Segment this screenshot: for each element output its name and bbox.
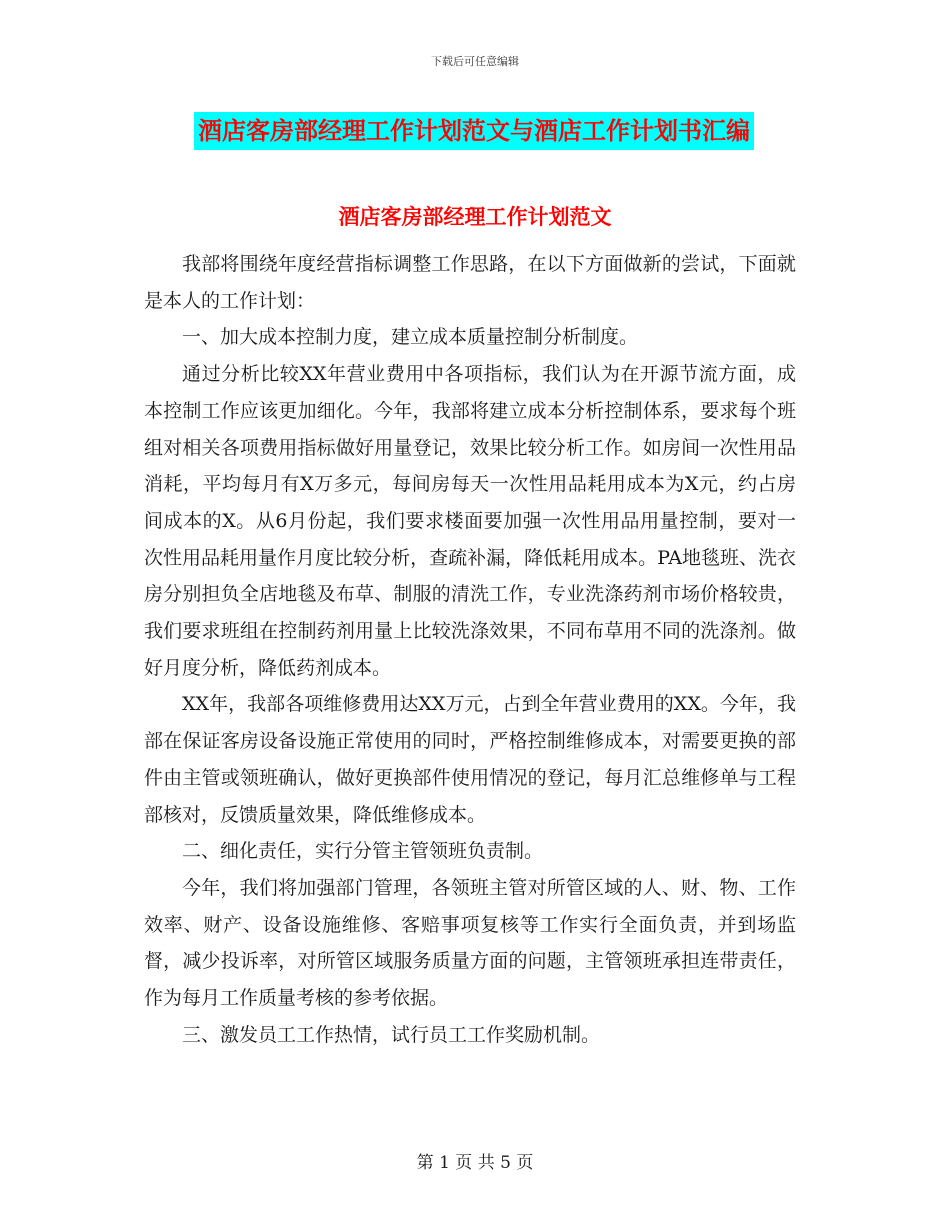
paragraph-maintenance: XX年，我部各项维修费用达XX万元，占到全年营业费用的XX。今年，我部在保证客房设备设施正常使用的同时，严格控制维修成本，对需要更换的部件由主管或领班确认，做好更换部件使用情况的登记，每月汇总维修单与工程部核对，反馈质量效果，降低维修成本。 bbox=[144, 693, 796, 826]
header-note: 下载后可任意编辑 bbox=[431, 55, 519, 68]
paragraph-responsibility: 今年，我们将加强部门管理，各领班主管对所管区域的人、财、物、工作效率、财产、设备设施维修、客赔事项复核等工作实行全面负责，并到场监督，减少投诉率，对所管区域服务质量方面的问题，主管领班承担连带责任，作为每月工作质量考核的参考依据。 bbox=[144, 876, 796, 1010]
paragraph-intro: 我部将围绕年度经营指标调整工作思路，在以下方面做新的尝试，下面就是本人的工作计划： bbox=[144, 253, 796, 312]
total-pages-number: 5 bbox=[500, 1153, 511, 1173]
current-page-number: 1 bbox=[439, 1153, 450, 1173]
page-label-suffix: 页 bbox=[516, 1153, 534, 1173]
main-title: 酒店客房部经理工作计划范文与酒店工作计划书汇编 bbox=[194, 112, 754, 150]
page-label-prefix: 第 bbox=[416, 1153, 434, 1173]
page-footer bbox=[0, 1148, 950, 1173]
paragraph-heading-3: 三、激发员工工作热情，试行员工工作奖励机制。 bbox=[182, 1023, 601, 1046]
paragraph-cost-control: 通过分析比较XX年营业费用中各项指标，我们认为在开源节流方面，成本控制工作应该更加细化。今年，我部将建立成本分析控制体系，要求每个班组对相关各项费用指标做好用量登记，效果比较分析工作。如房间一次性用品消耗，平均每月有X万多元，每间房每天一次性用品耗用成本为X元，约占房间成本的X。从6月份起，我们要求楼面要加强一次性用品用量控制，要对一次性用品耗用量作月度比较分析，查疏补漏，降低耗用成本。PA地毯班、洗衣房分别担负全店地毯及布草、制服的清洗工作，专业洗涤药剂市场价格较贵，我们要求班组在控制药剂用量上比较洗涤效果，不同布草用不同的洗涤剂。做好月度分析，降低药剂成本。 bbox=[144, 363, 796, 679]
document-body bbox=[144, 246, 796, 1053]
page-label-mid: 页 共 bbox=[455, 1153, 495, 1173]
section-title: 酒店客房部经理工作计划范文 bbox=[338, 204, 612, 229]
paragraph-heading-1: 一、加大成本控制力度，建立成本质量控制分析制度。 bbox=[182, 326, 639, 349]
paragraph-heading-2: 二、细化责任，实行分管主管领班负责制。 bbox=[182, 840, 544, 863]
